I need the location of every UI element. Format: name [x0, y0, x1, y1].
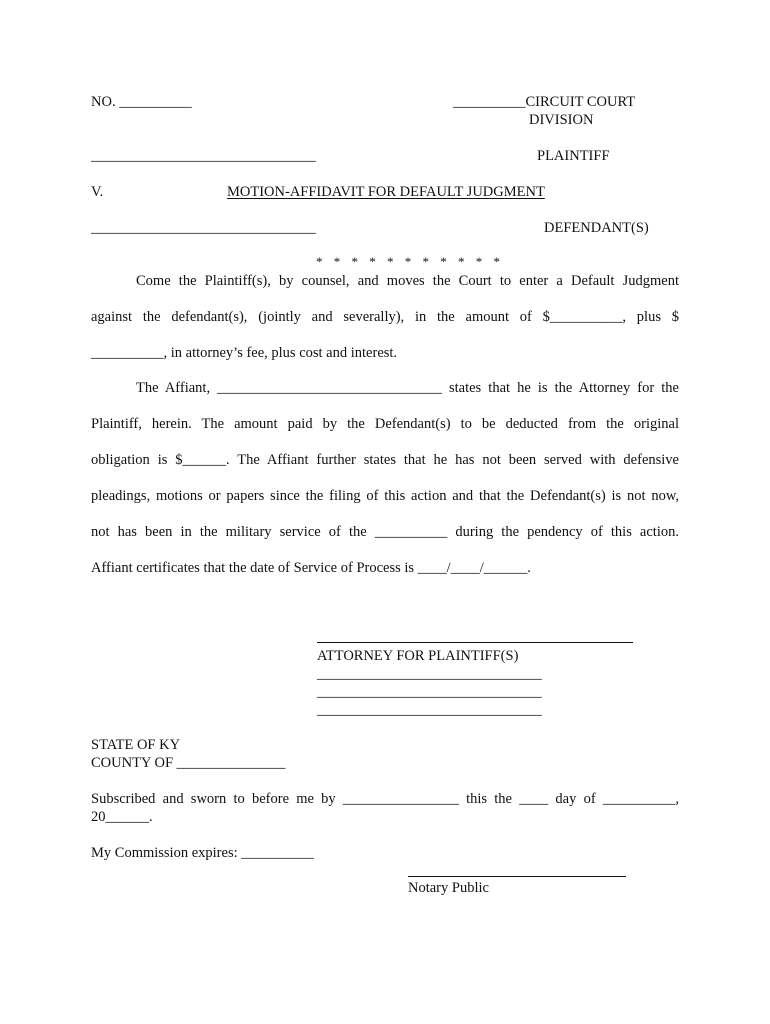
attorney-blank-1: _______________________________ — [317, 666, 542, 682]
case-number: NO. __________ — [91, 94, 192, 110]
state-label: STATE OF KY — [91, 737, 181, 753]
county-label: COUNTY OF _______________ — [91, 755, 286, 771]
attorney-blank-2: _______________________________ — [317, 684, 542, 700]
paragraph-line: obligation is $______. The Affiant further states that he has not been served with defensive — [91, 452, 679, 468]
court-division: DIVISION — [529, 112, 594, 128]
versus-label: V. — [91, 184, 104, 200]
defendant-label: DEFENDANT(S) — [544, 220, 649, 236]
paragraph-line: against the defendant(s), (jointly and severally), in the amount of $__________, plus $ — [91, 309, 679, 325]
paragraph-affidavit — [91, 370, 679, 586]
paragraph-line: __________, in attorney’s fee, plus cost and interest. — [91, 345, 398, 361]
commission-expires: My Commission expires: __________ — [91, 845, 314, 861]
subscribed-year: 20______. — [91, 809, 153, 825]
paragraph-line: not has been in the military service of the __________ during the pendency of this action. — [91, 524, 679, 540]
paragraph-line: Come the Plaintiff(s), by counsel, and moves the Court to enter a Default Judgment — [136, 273, 679, 289]
court-name: __________CIRCUIT COURT — [453, 94, 636, 110]
attorney-signature-line — [317, 642, 633, 643]
document-title: MOTION-AFFIDAVIT FOR DEFAULT JUDGMENT — [227, 184, 545, 200]
separator-stars: * * * * * * * * * * * — [316, 254, 504, 269]
notary-signature-line — [408, 876, 626, 877]
paragraph-line: pleadings, motions or papers since the filing of this action and that the Defendant(s) is not now, — [91, 488, 679, 504]
paragraph-line: Plaintiff, herein. The amount paid by the Defendant(s) to be deducted from the original — [91, 416, 679, 432]
paragraph-motion — [91, 263, 679, 371]
paragraph-line: Affiant certificates that the date of Service of Process is ____/____/______. — [91, 560, 531, 576]
notary-label: Notary Public — [408, 880, 489, 896]
attorney-blank-3: _______________________________ — [317, 702, 542, 718]
defendant-name-blank: _______________________________ — [91, 220, 316, 236]
paragraph-line: The Affiant, _______________________________ states that he is the Attorney for the — [136, 380, 679, 396]
plaintiff-label: PLAINTIFF — [537, 148, 610, 164]
plaintiff-name-blank: _______________________________ — [91, 148, 316, 164]
subscribed-line: Subscribed and sworn to before me by ________________ this the ____ day of __________, — [91, 791, 679, 807]
attorney-label: ATTORNEY FOR PLAINTIFF(S) — [317, 648, 519, 664]
